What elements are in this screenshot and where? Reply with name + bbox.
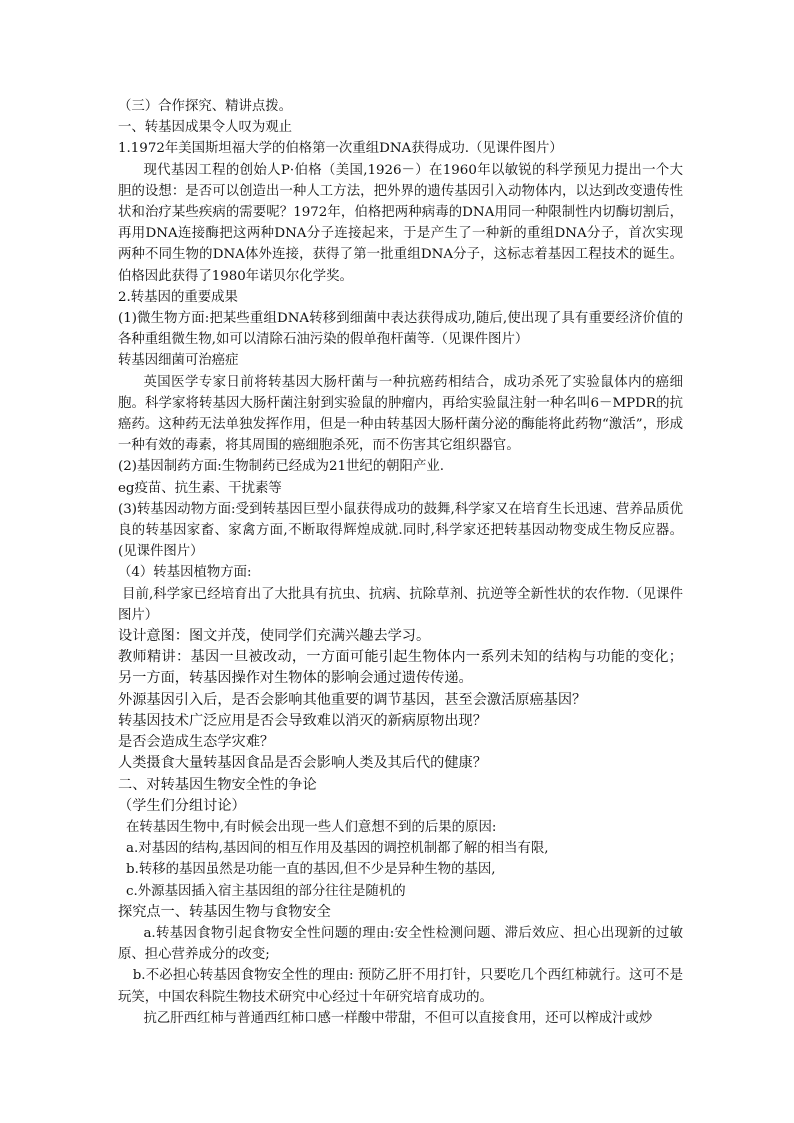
- paragraph-animal: (3)转基因动物方面:受到转基因巨型小鼠获得成功的鼓舞,科学家又在培育生长迅速、营养品质优良的转基因家畜、家禽方面,不断取得辉煌成就.同时,科学家还把转基因动物变成生物反应器。(见课件图片）: [118, 501, 683, 560]
- paragraph-eg: eg疫苗、抗生素、干扰素等: [118, 480, 282, 496]
- item-2: 2.转基因的重要成果: [118, 289, 238, 305]
- teacher-explain: 教师精讲：基因一旦被改动，一方面可能引起生物体内一系列未知的结构与功能的变化；另一方面，转基因操作对生物体的影响会通过遗传传递。: [118, 649, 683, 687]
- paragraph-berg: 现代基因工程的创始人P·伯格（美国,1926－）在1960年以敏锐的科学预见力提出一个大胆的设想：是否可以创造出一种人工方法，把外界的遗传基因引入动物体内，以达到改变遗传性状和治疗某些疾病的需要呢？1972年，伯格把两种病毒的DNA用同一种限制性内切酶切割后，再用DNA连接酶把这两种DNA分子连接起来，于是产生了一种新的重组DNA分子，首次实现两种不同生物的DNA体外连接，获得了第一批重组DNA分子，这标志着基因工程技术的诞生。伯格因此获得了1980年诺贝尔化学奖。: [118, 162, 683, 284]
- tomato-paragraph: 抗乙肝西红柿与普通西红柿口感一样酸中带甜，不但可以直接食用，还可以榨成汁或炒: [143, 1010, 653, 1026]
- reason-intro: 在转基因生物中,有时候会出现一些人们意想不到的后果的原因:: [126, 819, 497, 835]
- subheading-cancer: 转基因细菌可治癌症: [118, 353, 239, 369]
- paragraph-plant: 目前,科学家已经培育出了大批具有抗虫、抗病、抗除草剂、抗逆等全新性状的农作物.（见课件图片）: [118, 586, 683, 623]
- paragraph-pharma: (2)基因制药方面:生物制药已经成为21世纪的朝阳产业.: [118, 459, 444, 475]
- reason-b: b.转移的基因虽然是功能一直的基因,但不少是异种生物的基因,: [126, 862, 496, 878]
- paragraph-cancer: 英国医学专家日前将转基因大肠杆菌与一种抗癌药相结合，成功杀死了实验鼠体内的癌细胞。科学家将转基因大肠杆菌注射到实验鼠的肿瘤内，再给实验鼠注射一种名叫6－MPDR的抗癌药。这种药无法单独发挥作用，但是一种由转基因大肠杆菌分泌的酶能将此药物“激活”，形成一种有效的毒素，将其周围的癌细胞杀死，而不伤害其它组织器官。: [118, 374, 683, 454]
- reason-c: c.外源基因插入宿主基因组的部分往往是随机的: [126, 883, 406, 899]
- reason-a: a.对基因的结构,基因间的相互作用及基因的调控机制都了解的相当有限,: [126, 841, 549, 857]
- paragraph-microbe: (1)微生物方面:把某些重组DNA转移到细菌中表达获得成功,随后,使出现了具有重要经济价值的各种重组微生物,如可以清除石油污染的假单孢杆菌等.（见课件图片）: [118, 311, 683, 348]
- question-3: 是否会造成生态学灾难？: [118, 734, 275, 751]
- question-4: 人类摄食大量转基因食品是否会影响人类及其后代的健康？: [118, 755, 487, 772]
- item-1: 1.1972年美国斯坦福大学的伯格第一次重组DNA获得成功.（见课件图片）: [118, 141, 563, 157]
- section-heading: （三）合作探究、精讲点拨。: [118, 99, 293, 114]
- question-2: 转基因技术广泛应用是否会导致难以消灭的新病原物出现？: [118, 712, 487, 729]
- explore-point-1: 探究点一、转基因生物与食物安全: [118, 903, 331, 920]
- question-1: 外源基因引入后，是否会影响其他重要的调节基因，甚至会激活原癌基因？: [118, 691, 587, 708]
- discussion-note: （学生们分组讨论）: [118, 797, 246, 814]
- food-safety-b: b.不必担心转基因食物安全性的理由: 预防乙肝不用打针，只要吃几个西红柿就行。这可不是玩笑，中国农科院生物技术研究中心经过十年研究培育成功的。: [118, 968, 683, 1005]
- heading-1: 一、转基因成果令人叹为观止: [118, 120, 293, 136]
- design-intent: 设计意图：图文并茂，使同学们充满兴趣去学习。: [118, 628, 431, 645]
- paragraph-plant-heading: （4）转基因植物方面:: [118, 565, 252, 581]
- document-page: [118, 96, 683, 1029]
- food-safety-a: a.转基因食物引起食物安全性问题的理由:安全性检测问题、滞后效应、担心出现新的过敏原、担心营养成分的改变;: [118, 925, 683, 963]
- heading-2: 二、对转基因生物安全性的争论: [118, 776, 317, 793]
